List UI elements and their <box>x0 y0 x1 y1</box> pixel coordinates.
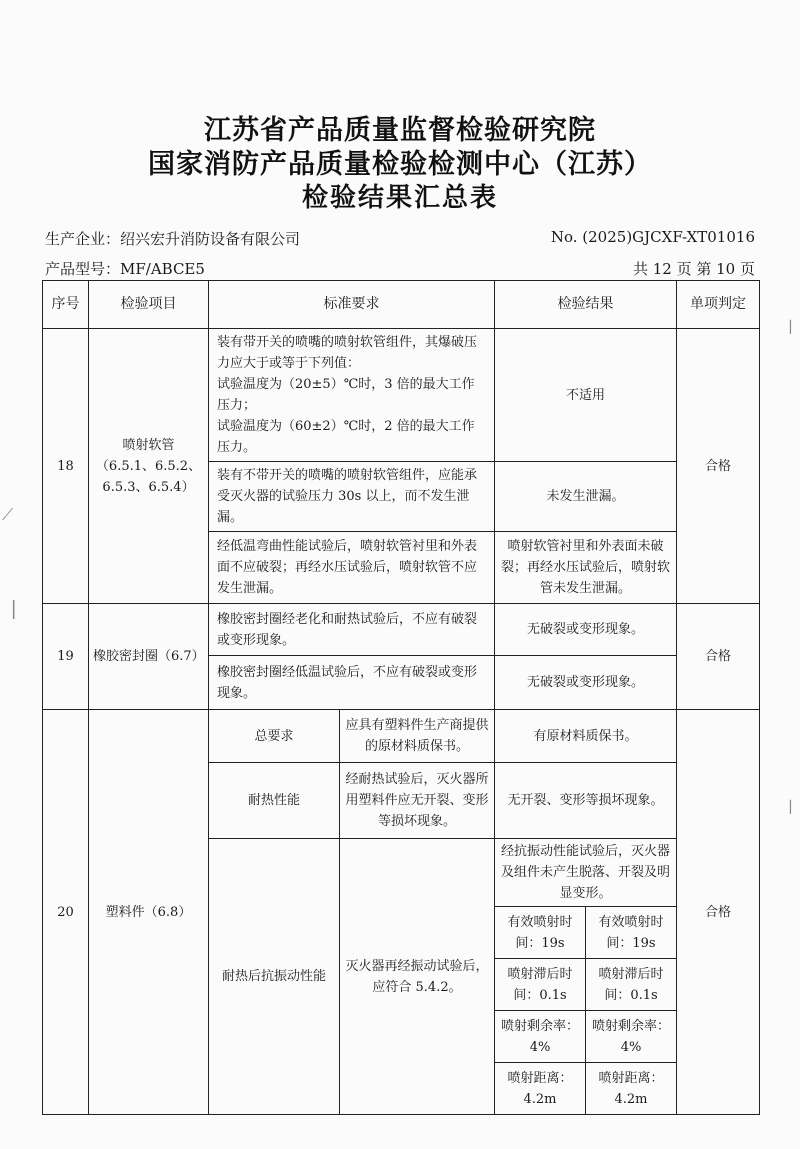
manufacturer: 生产企业：绍兴宏升消防设备有限公司 <box>45 230 301 248</box>
residual-a: 喷射剩余率：4% <box>495 1011 586 1063</box>
row19-res-2: 无破裂或变形现象。 <box>495 656 677 710</box>
lag-time-b: 喷射滞后时间：0.1s <box>586 959 677 1011</box>
row18-req-1b: 试验温度为（20±5）℃时，3 倍的最大工作压力； <box>217 377 475 413</box>
row20-req-vibration: 灭火器再经振动试验后，应符合 5.4.2。 <box>340 839 495 1115</box>
effective-time-b: 有效喷射时间：19s <box>586 907 677 959</box>
effective-time-a: 有效喷射时间：19s <box>495 907 586 959</box>
header-verdict: 单项判定 <box>677 281 760 329</box>
row19-req-1: 橡胶密封圈经老化和耐热试验后，不应有破裂或变形现象。 <box>209 604 495 656</box>
row18-res-3: 喷射软管衬里和外表面未破裂；再经水压试验后，喷射软管未发生泄漏。 <box>495 532 677 604</box>
row19-verdict: 合格 <box>677 604 760 710</box>
page-count: 共 12 页 第 10 页 <box>632 260 755 278</box>
left-edge-mark: ⟋ <box>2 505 14 524</box>
header-standard: 标准要求 <box>209 281 495 329</box>
row20-res-vibration: 经抗振动性能试验后，灭火器及组件未产生脱落、开裂及明显变形。 <box>495 839 677 907</box>
row18-res-2: 未发生泄漏。 <box>495 462 677 532</box>
row19-item: 橡胶密封圈（6.7） <box>89 604 209 710</box>
center-title: 国家消防产品质量检验检测中心（江苏） <box>148 149 652 180</box>
row18-req-1c: 试验温度为（60±2）℃时，2 倍的最大工作压力。 <box>217 419 475 455</box>
row18-req-1 <box>209 329 495 462</box>
residual-b: 喷射剩余率：4% <box>586 1011 677 1063</box>
institute-title: 江苏省产品质量监督检验研究院 <box>204 115 596 146</box>
header-seq: 序号 <box>43 281 89 329</box>
row20-res-general: 有原材料质保书。 <box>495 710 677 763</box>
left-edge-mark: ▕ <box>2 600 15 619</box>
row18-req-1a: 装有带开关的喷嘴的喷射软管组件，其爆破压力应大于或等于下列值： <box>217 335 478 371</box>
lag-time-a: 喷射滞后时间：0.1s <box>495 959 586 1011</box>
row20-verdict: 合格 <box>677 710 760 1115</box>
row18-req-3: 经低温弯曲性能试验后，喷射软管衬里和外表面不应破裂；再经水压试验后，喷射软管不应发生泄漏。 <box>209 532 495 604</box>
table-title: 检验结果汇总表 <box>301 183 498 213</box>
product-model: 产品型号：MF/ABCE5 <box>45 260 205 278</box>
row20-req-heat: 经耐热试验后，灭火器所用塑料件应无开裂、变形等损坏现象。 <box>340 763 495 839</box>
table-row <box>43 710 760 763</box>
right-edge-mark: ▏ <box>790 800 800 814</box>
header-result: 检验结果 <box>495 281 677 329</box>
row19-req-2: 橡胶密封圈经低温试验后，不应有破裂或变形现象。 <box>209 656 495 710</box>
row20-sub-general: 总要求 <box>209 710 340 763</box>
distance-a: 喷射距离：4.2m <box>495 1063 586 1115</box>
row18-seq: 18 <box>43 329 89 604</box>
distance-b: 喷射距离：4.2m <box>586 1063 677 1115</box>
row20-seq: 20 <box>43 710 89 1115</box>
row19-res-1: 无破裂或变形现象。 <box>495 604 677 656</box>
header-item: 检验项目 <box>89 281 209 329</box>
row18-res-1: 不适用 <box>495 329 677 462</box>
row20-res-heat: 无开裂、变形等损坏现象。 <box>495 763 677 839</box>
row18-req-2: 装有不带开关的喷嘴的喷射软管组件，应能承受灭火器的试验压力 30s 以上，而不发生泄漏。 <box>209 462 495 532</box>
table-row <box>43 329 760 462</box>
row19-seq: 19 <box>43 604 89 710</box>
right-edge-mark: ▏ <box>790 320 800 334</box>
row20-sub-vibration: 耐热后抗振动性能 <box>209 839 340 1115</box>
table-header-row <box>43 281 760 329</box>
row18-verdict: 合格 <box>677 329 760 604</box>
table-row <box>43 604 760 656</box>
row20-item: 塑料件（6.8） <box>89 710 209 1115</box>
row20-req-general: 应具有塑料件生产商提供的原材料质保书。 <box>340 710 495 763</box>
row20-sub-heat: 耐热性能 <box>209 763 340 839</box>
results-table <box>42 280 760 1115</box>
row18-item: 喷射软管（6.5.1、6.5.2、6.5.3、6.5.4） <box>89 329 209 604</box>
report-number: No. (2025)GJCXF-XT01016 <box>550 228 755 246</box>
